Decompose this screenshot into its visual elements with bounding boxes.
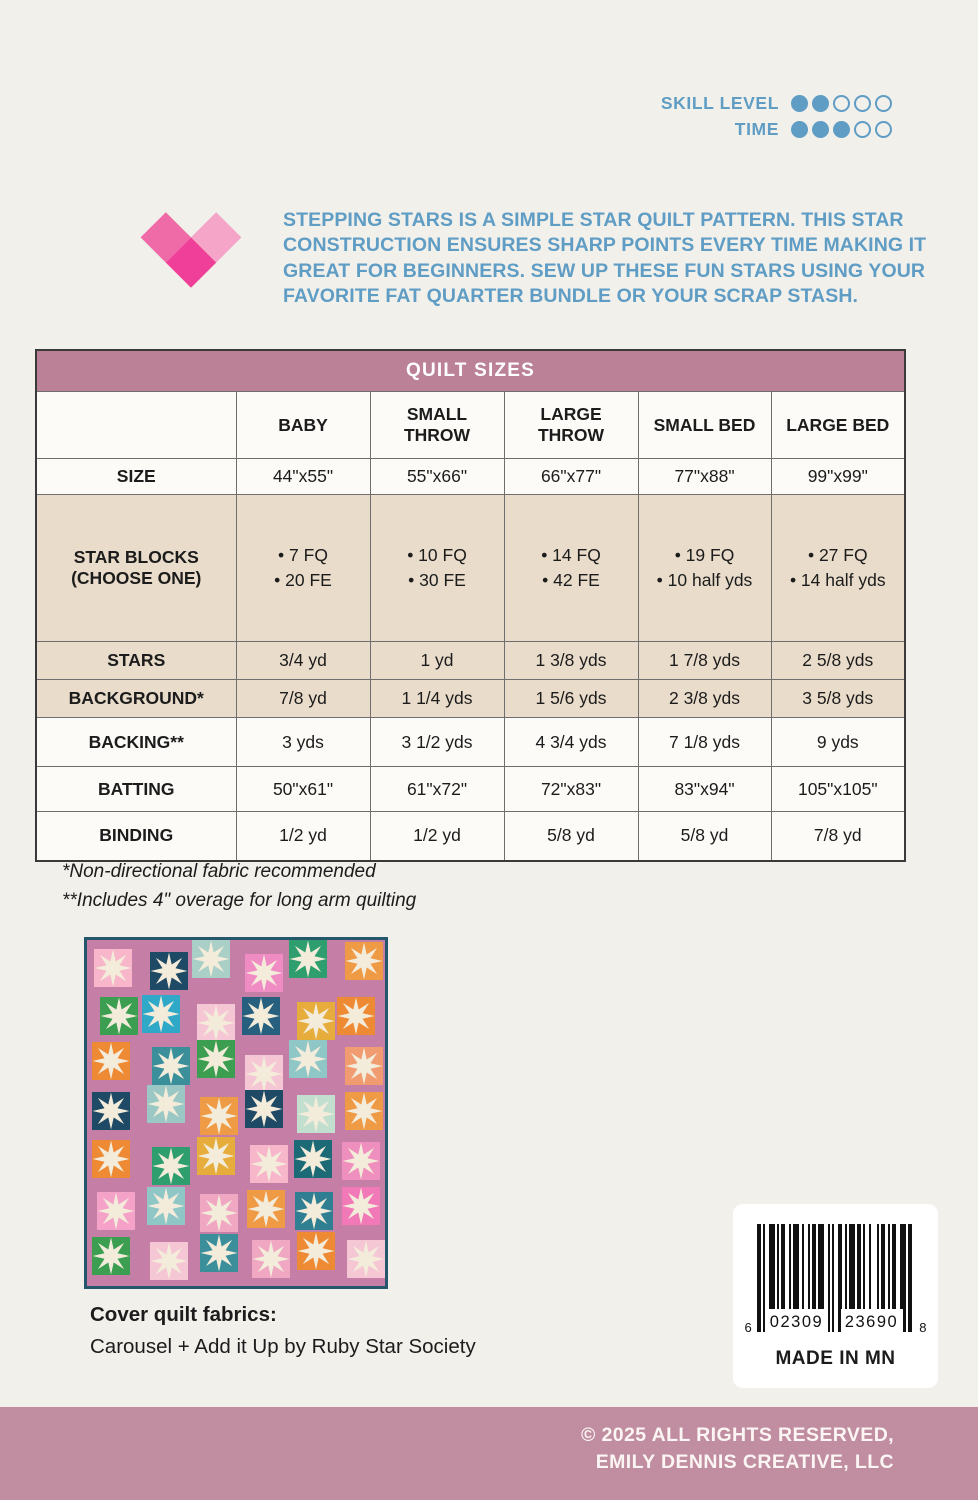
table-row [36,642,905,680]
star-icon [245,954,283,992]
copyright-line-1: © 2025 ALL RIGHTS RESERVED, [580,1424,894,1446]
quilt-star-block [252,1240,290,1278]
quilt-star-block [245,1090,283,1128]
star-icon [289,940,327,978]
star-icon [297,1095,335,1133]
star-icon [197,1040,235,1078]
quilty-love-heart-logo [137,204,245,296]
quilt-star-block [92,1042,130,1080]
quilt-star-block [100,997,138,1035]
star-icon [147,1085,185,1123]
table-cell: 1 1/4 yds [370,680,504,718]
star-icon [92,1237,130,1275]
star-icon [150,1242,188,1280]
row-label: SIZE [36,459,236,495]
table-cell: 5/8 yd [638,812,771,861]
star-icon [152,1147,190,1185]
star-icon [197,1004,235,1042]
quilt-star-block [245,954,283,992]
quilt-star-block [295,1192,333,1230]
pattern-description: STEPPING STARS IS A SIMPLE STAR QUILT PATTERN. THIS STAR CONSTRUCTION ENSURES SHARP POINTS EVERY TIME MAKING IT GREAT FOR BEGINNERS. SEW UP THESE FUN STARS USING YOUR FAVORITE FAT QUARTER BUNDLE OR YOUR SCRAP STASH. [283,209,927,308]
intro-section [137,204,931,309]
star-icon [152,1047,190,1085]
table-cell: 7 1/8 yds [638,718,771,767]
cover-fabrics-heading: Cover quilt fabrics: [90,1303,277,1326]
quilt-star-block [342,1142,380,1180]
star-icon [100,997,138,1035]
table-cell: 1/2 yd [236,812,370,861]
table-cell: 9 yds [771,718,905,767]
made-in-label: MADE IN MN [775,1348,896,1369]
table-cell: 7/8 yd [771,812,905,861]
table-row [36,812,905,861]
quilt-star-block [92,1092,130,1130]
table-title-row [36,350,905,392]
star-icon [92,1042,130,1080]
star-icon [94,949,132,987]
quilt-star-block [337,997,375,1035]
dot-empty [854,121,871,138]
cover-fabrics-line: Carousel + Add it Up by Ruby Star Society [90,1334,476,1358]
quilt-star-block [297,1232,335,1270]
quilt-star-block [345,942,383,980]
row-label: BATTING [36,767,236,812]
quilt-star-block [342,1187,380,1225]
table-cell: 5/8 yd [504,812,638,861]
table-cell: 105"x105" [771,767,905,812]
row-label: STARS [36,642,236,680]
quilt-star-block [197,1137,235,1175]
dot-filled [791,121,808,138]
star-icon [342,1187,380,1225]
quilt-star-block [92,1237,130,1275]
star-icon [92,1140,130,1178]
table-cell: 3 yds [236,718,370,767]
quilt-star-block [297,1002,335,1040]
dot-empty [854,95,871,112]
quilt-star-block [250,1145,288,1183]
star-icon [342,1142,380,1180]
barcode-digit-group-1: 02309 [767,1309,827,1332]
table-cell: 2 5/8 yds [771,642,905,680]
skill-level-label: SKILL LEVEL [660,93,779,113]
star-icon [192,940,230,978]
quilt-star-block [200,1097,238,1135]
star-icon [150,952,188,990]
star-icon [142,995,180,1033]
quilt-star-block [289,1040,327,1078]
table-cell: 99"x99" [771,459,905,495]
quilt-star-block [147,1085,185,1123]
barcode-digit-group-2: 23690 [841,1309,903,1332]
column-header: SMALL THROW [370,392,504,459]
quilt-sizes-table [35,349,906,862]
time-dots [791,121,892,138]
dot-filled [812,95,829,112]
footnotes [62,858,416,915]
quilt-star-block [152,1147,190,1185]
table-row [36,459,905,495]
table-cell: 1 5/6 yds [504,680,638,718]
quilt-star-block [197,1040,235,1078]
dot-filled [833,121,850,138]
quilt-star-block [245,1055,283,1093]
table-row [36,680,905,718]
star-icon [345,1092,383,1130]
time-row [661,119,892,140]
quilt-star-block [345,1092,383,1130]
quilt-star-block [147,1187,185,1225]
table-cell: • 14 FQ • 42 FE [504,495,638,642]
star-icon [245,1090,283,1128]
column-header: LARGE THROW [504,392,638,459]
table-cell: 3 1/2 yds [370,718,504,767]
table-cell: • 10 FQ • 30 FE [370,495,504,642]
cover-quilt-photo [84,937,388,1289]
table-cell: 1 3/8 yds [504,642,638,680]
dot-empty [875,121,892,138]
table-cell: 1 7/8 yds [638,642,771,680]
star-icon [297,1232,335,1270]
table-cell: 1/2 yd [370,812,504,861]
star-icon [252,1240,290,1278]
table-cell: 4 3/4 yds [504,718,638,767]
table-cell: • 27 FQ • 14 half yds [771,495,905,642]
skill-level-dots [791,95,892,112]
table-cell: 3 5/8 yds [771,680,905,718]
star-icon [242,997,280,1035]
quilt-star-block [150,1242,188,1280]
star-icon [337,997,375,1035]
table-cell: 3/4 yd [236,642,370,680]
star-icon [295,1192,333,1230]
table-cell: 55"x66" [370,459,504,495]
empty-corner-cell [36,392,236,459]
quilt-star-block [294,1140,332,1178]
column-header-row [36,392,905,459]
row-label: BINDING [36,812,236,861]
star-icon [345,1047,383,1085]
quilt-star-block [289,940,327,978]
quilt-star-block [200,1194,238,1232]
barcode-left-digit: 6 [744,1320,752,1335]
star-icon [200,1234,238,1272]
quilt-star-block [197,1004,235,1042]
table-cell: • 7 FQ • 20 FE [236,495,370,642]
star-icon [245,1055,283,1093]
table-cell: 44"x55" [236,459,370,495]
footnote-2: **Includes 4" overage for long arm quilting [62,889,417,911]
table-cell: 66"x77" [504,459,638,495]
quilt-star-block [200,1234,238,1272]
quilt-star-block [97,1192,135,1230]
star-icon [289,1040,327,1078]
star-icon [200,1194,238,1232]
table-cell: 61"x72" [370,767,504,812]
dot-empty [875,95,892,112]
table-row [36,718,905,767]
column-header: SMALL BED [638,392,771,459]
table-row [36,495,905,642]
quilt-sizes-section [35,349,904,862]
table-cell: • 19 FQ • 10 half yds [638,495,771,642]
quilt-star-block [345,1047,383,1085]
quilt-star-block [247,1190,285,1228]
quilt-star-block [92,1140,130,1178]
table-cell: 7/8 yd [236,680,370,718]
table-cell: 72"x83" [504,767,638,812]
table-cell: 1 yd [370,642,504,680]
barcode-bar [908,1224,912,1332]
star-icon [197,1137,235,1175]
column-header: LARGE BED [771,392,905,459]
star-icon [147,1187,185,1225]
quilt-star-block [297,1095,335,1133]
star-icon [345,942,383,980]
copyright-line-2: EMILY DENNIS CREATIVE, LLC [595,1451,894,1474]
quilt-star-block [142,995,180,1033]
table-row [36,767,905,812]
dot-filled [812,121,829,138]
quilt-star-block [192,940,230,978]
barcode-bars [744,1224,927,1335]
row-label: STAR BLOCKS (CHOOSE ONE) [36,495,236,642]
star-icon [297,1002,335,1040]
table-cell: 2 3/8 yds [638,680,771,718]
dot-filled [791,95,808,112]
quilt-star-block [347,1240,385,1278]
quilt-star-block [242,997,280,1035]
star-icon [294,1140,332,1178]
skill-time-block [661,93,892,140]
quilt-star-block [94,949,132,987]
star-icon [92,1092,130,1130]
skill-level-row [661,93,892,114]
quilt-star-block [152,1047,190,1085]
star-icon [97,1192,135,1230]
copyright-footer [0,1407,978,1500]
star-icon [247,1190,285,1228]
cover-fabrics [90,1299,476,1363]
time-label: TIME [734,119,779,139]
star-icon [250,1145,288,1183]
star-icon [347,1240,385,1278]
table-cell: 77"x88" [638,459,771,495]
quilt-star-block [150,952,188,990]
barcode-card [733,1204,938,1388]
star-icon [200,1097,238,1135]
row-label: BACKING** [36,718,236,767]
table-title: QUILT SIZES [36,350,905,392]
row-label: BACKGROUND* [36,680,236,718]
dot-empty [833,95,850,112]
footnote-1: *Non-directional fabric recommended [62,861,376,882]
barcode-right-digit: 8 [919,1320,927,1335]
table-cell: 83"x94" [638,767,771,812]
table-cell: 50"x61" [236,767,370,812]
column-header: BABY [236,392,370,459]
